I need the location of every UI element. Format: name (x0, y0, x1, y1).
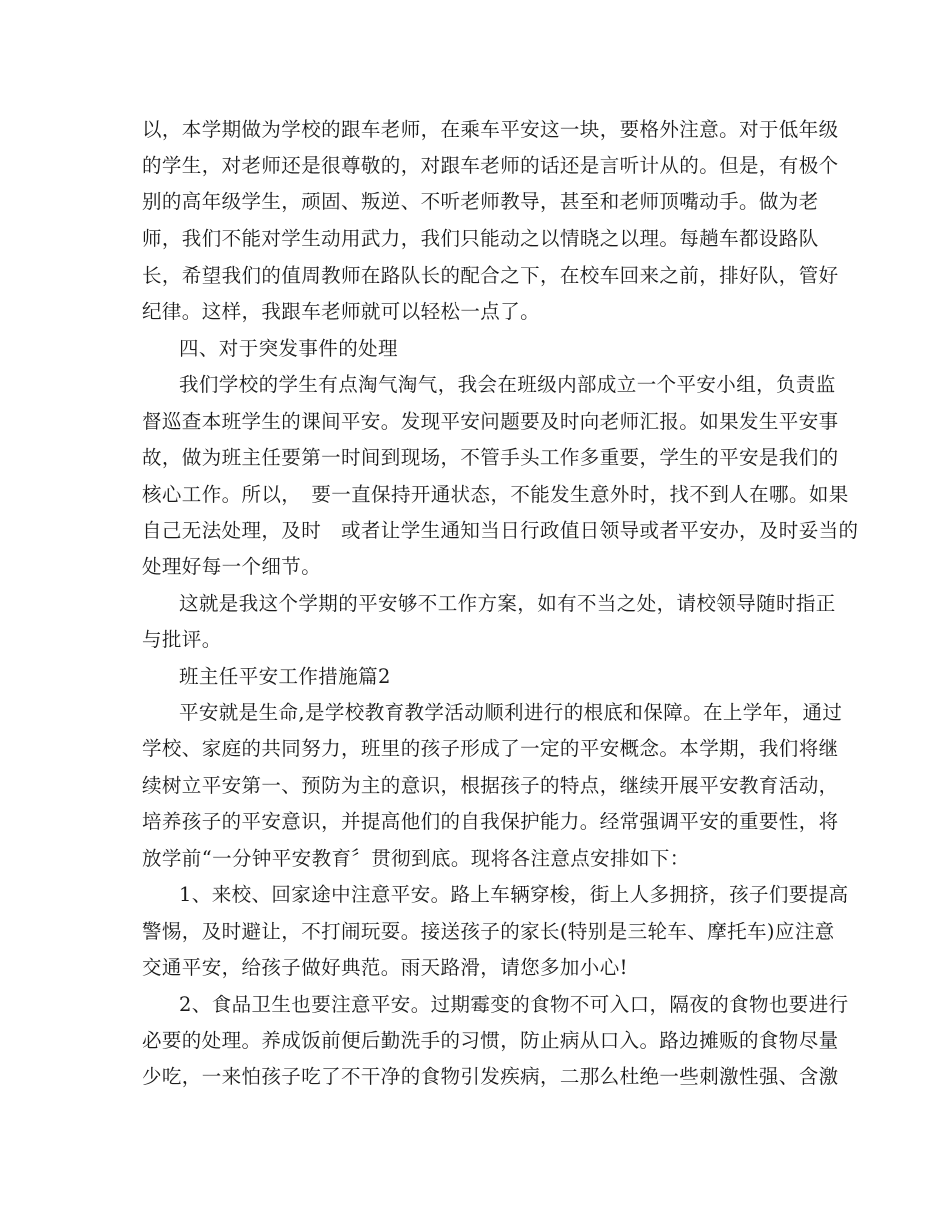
body-text-line: 续树立平安第一、预防为主的意识，根据孩子的特点，继续开展平安教育活动， (142, 774, 839, 797)
list-item-text: 必要的处理。养成饭前便后勤洗手的习惯，防止病从口入。路边摊贩的食物尽量 (142, 1029, 839, 1052)
body-text-line: 放学前“一分钟平安教育〞贯彻到底。现将各注意点安排如下： (142, 847, 690, 870)
body-text-line: 与批评。 (142, 628, 222, 651)
body-text-line: 平安就是生命,是学校教育教学活动顺利进行的根底和保障。在上学年，通过 (179, 701, 843, 724)
list-item-text: 警惕，及时避让，不打闹玩耍。接送孩子的家长(特别是三轮车、摩托车)应注意 (142, 920, 835, 943)
body-text-line: 纪律。这样，我跟车老师就可以轻松一点了。 (142, 300, 541, 323)
article-title: 班主任平安工作措施篇2 (179, 665, 391, 688)
body-text-line: 处理好每一个细节。 (142, 555, 322, 578)
body-text-line: 长，希望我们的值周教师在路队长的配合之下，在校车回来之前，排好队，管好 (142, 264, 839, 287)
body-text-line: 别的高年级学生，顽固、叛逆、不听老师教导，甚至和老师顶嘴动手。做为老 (142, 190, 819, 213)
body-text-line: 的学生，对老师还是很尊敬的，对跟车老师的话还是言听计从的。但是，有极个 (142, 154, 839, 177)
list-item-text: 1、来校、回家途中注意平安。路上车辆穿梭，街上人多拥挤，孩子们要提高 (179, 883, 849, 906)
section-heading: 四、对于突发事件的处理 (179, 337, 398, 360)
body-text-line: 自己无法处理，及时 或者让学生通知当日行政值日领导或者平安办，及时妥当的 (142, 519, 859, 542)
body-text-line: 师，我们不能对学生动用武力，我们只能动之以情晓之以理。每趟车都设路队 (142, 227, 819, 250)
body-text-line: 以，本学期做为学校的跟车老师，在乘车平安这一块，要格外注意。对于低年级 (142, 118, 839, 141)
body-text-line: 培养孩子的平安意识，并提高他们的自我保护能力。经常强调平安的重要性，将 (142, 810, 839, 833)
body-text-line: 这就是我这个学期的平安够不工作方案，如有不当之处，请校领导随时指正 (179, 592, 836, 615)
body-text-line: 督巡查本班学生的课间平安。发现平安问题要及时向老师汇报。如果发生平安事 (142, 410, 839, 433)
body-text-line: 学校、家庭的共同努力，班里的孩子形成了一定的平安概念。本学期，我们将继 (142, 737, 839, 760)
list-item-text: 少吃，一来怕孩子吃了不干净的食物引发疾病，二那么杜绝一些刺激性强、含激 (142, 1065, 839, 1088)
body-text-line: 核心工作。所以， 要一直保持开通状态，不能发生意外时，找不到人在哪。如果 (142, 483, 849, 506)
list-item-text: 2、食品卫生也要注意平安。过期霉变的食物不可入口，隔夜的食物也要进行 (179, 993, 849, 1016)
body-text-line: 故，做为班主任要第一时间到现场，不管手头工作多重要，学生的平安是我们的 (142, 446, 839, 469)
list-item-text: 交通平安，给孩子做好典范。雨天路滑，请您多加小心! (142, 956, 628, 979)
body-text-line: 我们学校的学生有点淘气淘气，我会在班级内部成立一个平安小组，负责监 (179, 373, 836, 396)
